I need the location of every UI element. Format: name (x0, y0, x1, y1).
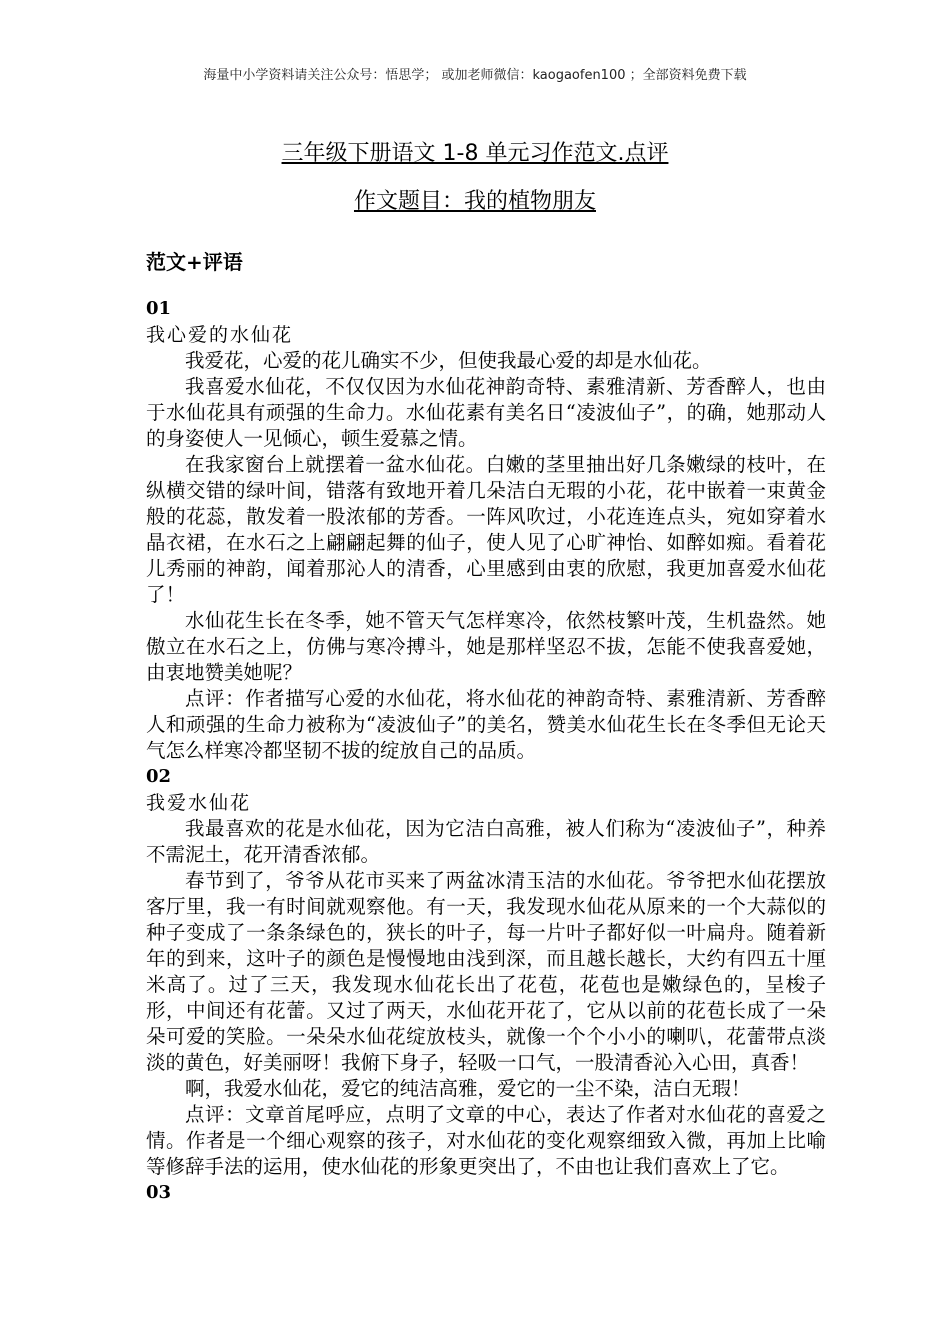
paragraph: 水仙花生长在冬季，她不管天气怎样寒冷，依然枝繁叶茂，生机盎然。她傲立在水石之上，仿佛与寒冷搏斗，她是那样坚忍不拔，怎能不使我喜爱她，由衷地赞美她呢？ (146, 609, 826, 684)
essay-number: 02 (146, 766, 172, 787)
essay-number: 01 (146, 298, 172, 319)
essay-topic-title: 作文题目：我的植物朋友 (353, 189, 596, 214)
paragraph: 春节到了，爷爷从花市买来了两盆冰清玉洁的水仙花。爷爷把水仙花摆放客厅里，我一有时间就观察他。有一天，我发现水仙花从原来的一个大蒜似的种子变成了一条条绿色的，狭长的叶子，每一片叶子都好似一叶扁舟。随着新年的到来，这叶子的颜色是慢慢地由浅到深，而且越长越长，大约有四五十厘米高了。过了三天，我发现水仙花长出了花苞，花苞也是嫩绿色的，呈梭子形，中间还有花蕾。又过了两天，水仙花开花了，它从以前的花苞长成了一朵朵可爱的笑脸。一朵朵水仙花绽放枝头，就像一个个小小的喇叭，花蕾带点淡淡的黄色，好美丽呀！我俯下身子，轻吸一口气，一股清香沁入心田，真香！ (146, 869, 826, 1074)
comment-paragraph: 点评：作者描写心爱的水仙花，将水仙花的神韵奇特、素雅清新、芳香醉人和顽强的生命力被称为“凌波仙子”的美名，赞美水仙花生长在冬季但无论天气怎么样寒冷都坚韧不拔的绽放自己的品质。 (146, 687, 826, 762)
essay-title: 我心爱的水仙花 (146, 324, 294, 346)
header-notice: 海量中小学资料请关注公众号：悟思学； 或加老师微信：kaogaofen100 ；全部资料免费下载 (203, 68, 747, 83)
paragraph: 我最喜欢的花是水仙花，因为它洁白高雅，被人们称为“凌波仙子”，种养不需泥土，花开清香浓郁。 (146, 817, 826, 866)
essay-number: 03 (146, 1182, 172, 1203)
comment-paragraph: 点评：文章首尾呼应，点明了文章的中心，表达了作者对水仙花的喜爱之情。作者是一个细心观察的孩子，对水仙花的变化观察细致入微，再加上比喻等修辞手法的运用，使水仙花的形象更突出了，不由也让我们喜欢上了它。 (146, 1103, 826, 1178)
paragraph: 在我家窗台上就摆着一盆水仙花。白嫩的茎里抽出好几条嫩绿的枝叶，在纵横交错的绿叶间，错落有致地开着几朵洁白无瑕的小花，花中嵌着一束黄金般的花蕊，散发着一股浓郁的芳香。一阵风吹过，小花连连点头，宛如穿着水晶衣裙，在水石之上翩翩起舞的仙子，使人见了心旷神怡、如醉如痴。看着花儿秀丽的神韵，闻着那沁人的清香，心里感到由衷的欣慰，我更加喜爱水仙花了！ (146, 453, 826, 606)
paragraph: 我爱花，心爱的花儿确实不少，但使我最心爱的却是水仙花。 (185, 349, 712, 372)
paragraph: 啊，我爱水仙花，爱它的纯洁高雅，爱它的一尘不染，洁白无瑕！ (185, 1077, 751, 1100)
essay-title: 我爱水仙花 (146, 792, 252, 814)
document-title: 三年级下册语文 1-8 单元习作范文.点评 (281, 141, 669, 166)
paragraph: 我喜爱水仙花，不仅仅因为水仙花神韵奇特、素雅清新、芳香醉人，也由于水仙花具有顽强的生命力。水仙花素有美名日“凌波仙子”，的确，她那动人的身姿使人一见倾心，顿生爱慕之情。 (146, 375, 826, 450)
essay-body (146, 296, 826, 1206)
section-label: 范文+评语 (146, 250, 243, 274)
